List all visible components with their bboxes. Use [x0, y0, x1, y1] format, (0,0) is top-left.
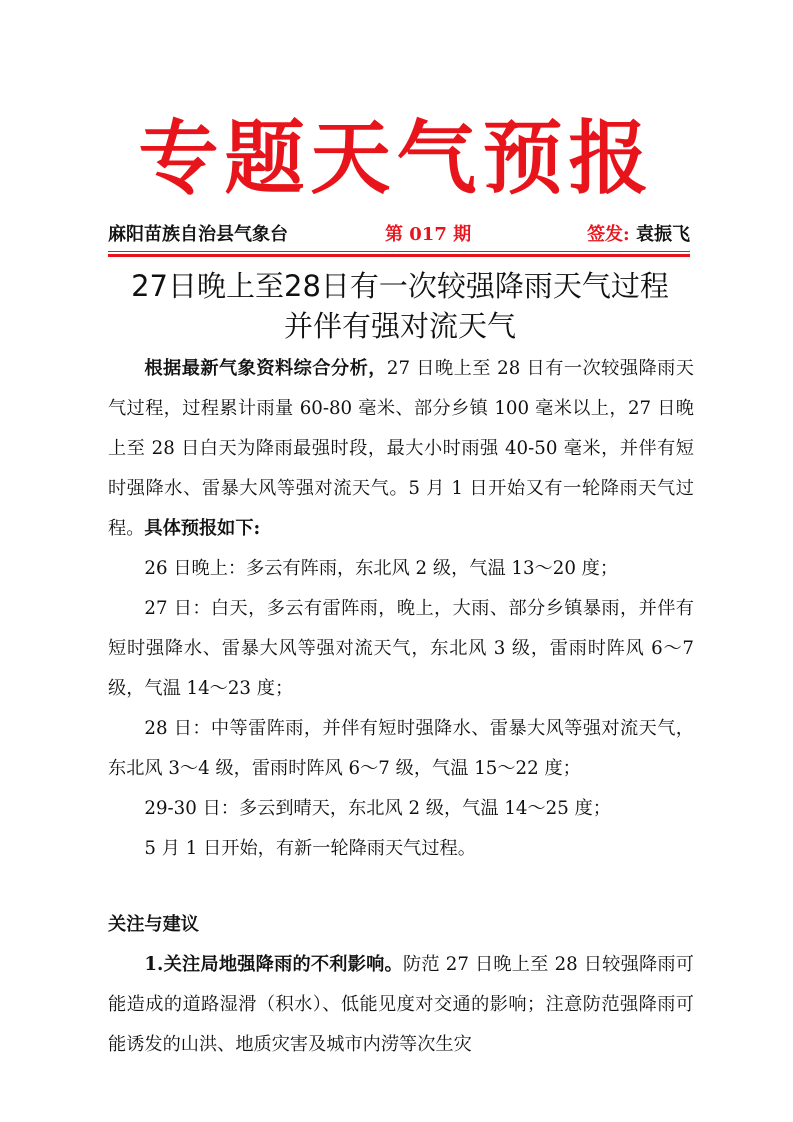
signer-name: 袁振飞 [636, 224, 690, 245]
advice-item-1-heading: 1.关注局地强降雨的不利影响。 [144, 954, 403, 975]
headline-line-2: 并伴有强对流天气 [283, 309, 516, 343]
advice-section-title: 关注与建议 [108, 914, 199, 935]
summary-text: 27 日晚上至 28 日有一次较强降雨天气过程，过程累计雨量 60-80 毫米、部分乡镇 100 毫米以上，27 日晚上至 28 日白天为降雨最强时段，最大小时雨强 40-50 毫米，并伴有短时强降水、雷暴大风等强对流天气。5 月 1 日开始又有一轮降雨天气过程。 [108, 358, 694, 539]
headline-line-1: 27日晚上至28日有一次较强降雨天气过程 [131, 269, 669, 303]
forecast-item: 28 日：中等雷阵雨，并伴有短时强降水、雷暴大风等强对流天气，东北风 3～4 级，雷雨时阵风 6～7 级，气温 15～22 度； [108, 718, 694, 779]
page-title [100, 266, 700, 346]
advice-item-1 [108, 945, 694, 1065]
document-body [108, 349, 694, 1065]
issue-info-line [108, 220, 690, 250]
advice-item-1-text: 防范 27 日晚上至 28 日较强降雨可能造成的道路湿滑（积水）、低能见度对交通的影响；注意防范强降雨可能诱发的山洪、地质灾害及城市内涝等次生灾 [108, 954, 694, 1055]
signer [587, 220, 690, 250]
forecast-item: 27 日：白天，多云有雷阵雨，晚上，大雨、部分乡镇暴雨，并伴有短时强降水、雷暴大风等强对流天气，东北风 3 级，雷雨时阵风 6～7 级，气温 14～23 度； [108, 598, 694, 699]
issuing-organization: 麻阳苗族自治县气象台 [108, 224, 288, 245]
forecast-item: 29-30 日：多云到晴天，东北风 2 级，气温 14～25 度； [144, 798, 611, 819]
header-divider-thin [108, 251, 690, 252]
forecast-item: 26 日晚上：多云有阵雨，东北风 2 级，气温 13～20 度； [144, 558, 619, 579]
masthead-title: 专题天气预报 [138, 111, 655, 205]
forecast-item: 5 月 1 日开始，有新一轮降雨天气过程。 [144, 838, 476, 859]
issue-number: 第 017 期 [385, 224, 472, 245]
header-divider-thick [108, 254, 690, 257]
signer-label: 签发: [587, 224, 630, 245]
summary-tail: 具体预报如下: [144, 518, 261, 539]
summary-paragraph [108, 349, 694, 549]
summary-lead: 根据最新气象资料综合分析， [144, 358, 387, 379]
